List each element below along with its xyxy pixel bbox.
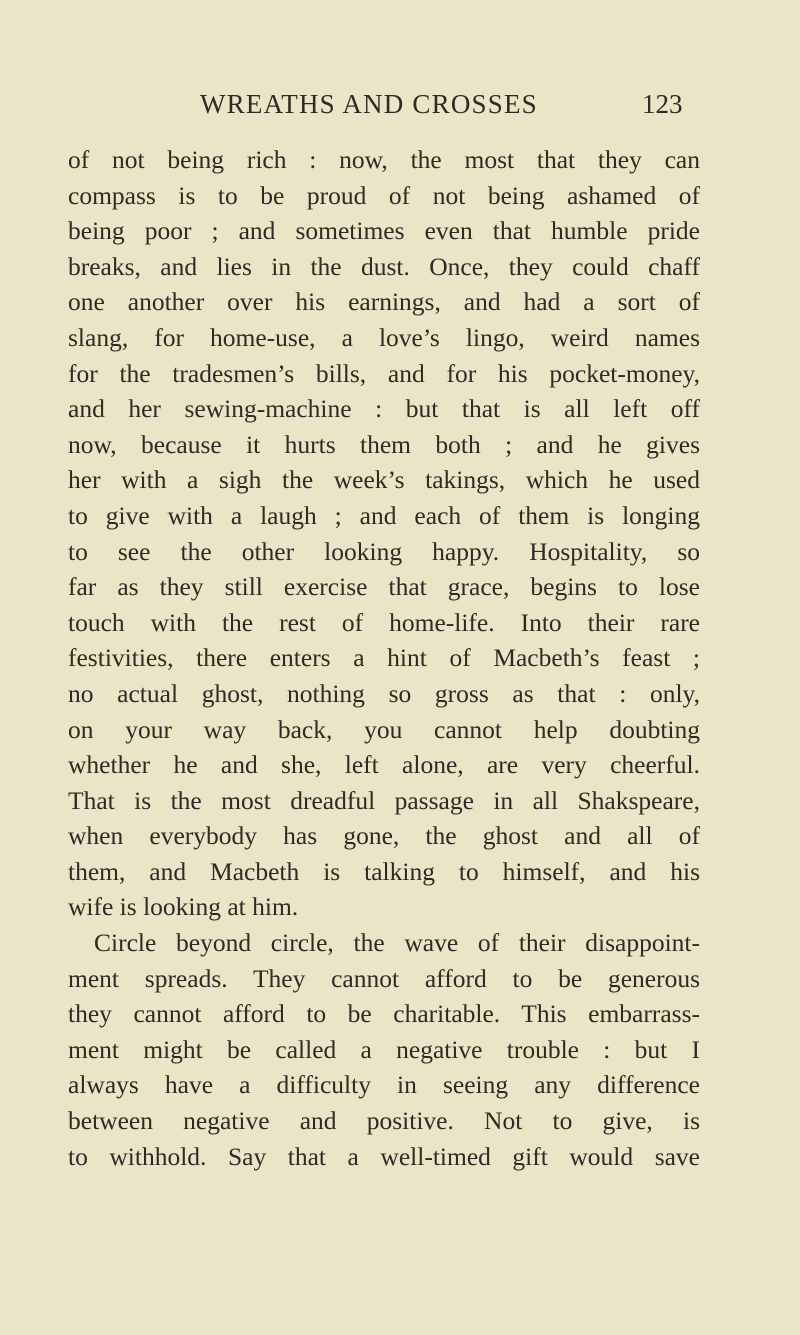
text-line: and her sewing-machine : but that is all left off bbox=[68, 394, 700, 424]
text-line: when everybody has gone, the ghost and all of bbox=[68, 821, 700, 851]
text-line: for the tradesmen’s bills, and for his pocket-money, bbox=[68, 358, 700, 388]
text-line: one another over his earnings, and had a sort of bbox=[68, 287, 700, 317]
text-line: on your way back, you cannot help doubting bbox=[68, 714, 700, 744]
page-number: 123 bbox=[642, 89, 683, 119]
running-head bbox=[0, 84, 800, 124]
text-line: to see the other looking happy. Hospitality, so bbox=[68, 536, 700, 566]
text-line: to give with a laugh ; and each of them is longing bbox=[68, 500, 700, 530]
text-line: now, because it hurts them both ; and he gives bbox=[68, 429, 700, 459]
text-line: whether he and she, left alone, are very cheerful. bbox=[68, 750, 700, 780]
text-line: ment might be called a negative trouble : but I bbox=[68, 1034, 700, 1064]
running-title: WREATHS AND CROSSES bbox=[200, 89, 538, 119]
text-line: no actual ghost, nothing so gross as that : only, bbox=[68, 678, 700, 708]
text-line: touch with the rest of home-life. Into their rare bbox=[68, 607, 700, 637]
text-line: of not being rich : now, the most that they can bbox=[68, 145, 700, 174]
text-line: them, and Macbeth is talking to himself, and his bbox=[68, 856, 700, 886]
text-line: That is the most dreadful passage in all Shakspeare, bbox=[68, 785, 700, 815]
text-line: breaks, and lies in the dust. Once, they could chaff bbox=[68, 251, 700, 281]
text-line: between negative and positive. Not to give, is bbox=[68, 1106, 700, 1136]
text-line: being poor ; and sometimes even that humble pride bbox=[68, 216, 700, 246]
paragraph-start-line: Circle beyond circle, the wave of their disappoint- bbox=[94, 928, 700, 958]
body-text bbox=[68, 142, 700, 1174]
text-line: compass is to be proud of not being ashamed of bbox=[68, 180, 700, 210]
text-line: always have a difficulty in seeing any difference bbox=[68, 1070, 700, 1100]
text-line: to withhold. Say that a well-timed gift would save bbox=[68, 1141, 700, 1171]
text-line: festivities, there enters a hint of Macbeth’s feast ; bbox=[68, 643, 700, 673]
paragraph-end-line: wife is looking at him. bbox=[68, 892, 299, 922]
text-line: far as they still exercise that grace, begins to lose bbox=[68, 572, 700, 602]
text-line: slang, for home-use, a love’s lingo, weird names bbox=[68, 322, 700, 352]
text-line: her with a sigh the week’s takings, which he used bbox=[68, 465, 700, 495]
text-line: they cannot afford to be charitable. This embarrass- bbox=[68, 999, 700, 1029]
text-line: ment spreads. They cannot afford to be generous bbox=[68, 963, 700, 993]
